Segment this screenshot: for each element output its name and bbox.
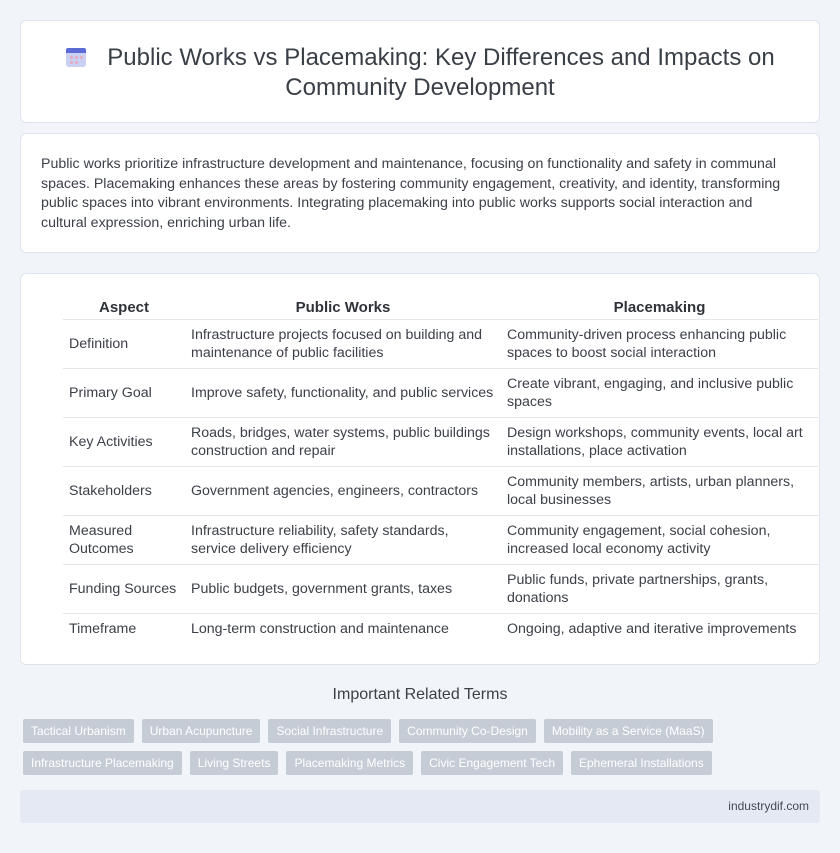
related-term-tag[interactable]: Placemaking Metrics	[286, 751, 413, 775]
table-header-row	[63, 297, 818, 319]
row-aspect: Measured Outcomes	[63, 515, 185, 564]
related-term-tag[interactable]: Community Co-Design	[399, 719, 536, 743]
row-aspect: Stakeholders	[63, 466, 185, 515]
related-term-tag[interactable]: Mobility as a Service (MaaS)	[544, 719, 713, 743]
row-placemaking: Create vibrant, engaging, and inclusive public spaces	[501, 368, 818, 417]
row-public-works: Government agencies, engineers, contractors	[185, 466, 501, 515]
row-aspect: Funding Sources	[63, 564, 185, 613]
header-aspect: Aspect	[63, 297, 185, 319]
related-terms-title: Important Related Terms	[332, 686, 508, 703]
row-public-works: Infrastructure projects focused on building and maintenance of public facilities	[185, 319, 501, 368]
row-aspect: Key Activities	[63, 417, 185, 466]
related-term-tag[interactable]: Living Streets	[190, 751, 279, 775]
row-placemaking: Ongoing, adaptive and iterative improvements	[507, 620, 797, 637]
comparison-card	[20, 273, 820, 665]
table-row	[63, 466, 818, 515]
related-term-tag[interactable]: Civic Engagement Tech	[421, 751, 563, 775]
comparison-table	[63, 297, 818, 644]
row-placemaking: Community-driven process enhancing public spaces to boost social interaction	[501, 319, 818, 368]
row-aspect: Primary Goal	[63, 368, 185, 417]
table-row	[63, 417, 818, 466]
row-placemaking: Public funds, private partnerships, grants, donations	[501, 564, 818, 613]
related-term-tag[interactable]: Social Infrastructure	[268, 719, 391, 743]
row-public-works: Improve safety, functionality, and public services	[185, 368, 501, 417]
related-term-tag[interactable]: Ephemeral Installations	[571, 751, 712, 775]
intro-paragraph: Public works prioritize infrastructure development and maintenance, focusing on functionality and safety in communal spaces. Placemaking enhances these areas by fostering community engagement, creativity, and identity, transforming public spaces into vibrant environments. Integrating placemaking into public works supports social interaction and cultural expression, enriching urban life.	[41, 156, 781, 231]
footer	[20, 790, 820, 823]
title-card	[20, 20, 820, 123]
page-title-wrap	[21, 43, 819, 103]
footer-site[interactable]: industrydif.com	[728, 799, 809, 813]
row-placemaking: Design workshops, community events, local art installations, place activation	[501, 417, 818, 466]
row-aspect: Timeframe	[69, 620, 137, 637]
header-placemaking: Placemaking	[501, 297, 818, 319]
table-row	[63, 368, 818, 417]
row-public-works: Roads, bridges, water systems, public buildings construction and repair	[185, 417, 501, 466]
related-terms-row-2	[23, 751, 823, 775]
row-public-works: Infrastructure reliability, safety standards, service delivery efficiency	[185, 515, 501, 564]
header-public-works: Public Works	[185, 297, 501, 319]
page-title: Public Works vs Placemaking: Key Differences and Impacts on Community Development	[107, 44, 775, 101]
related-terms-row-1	[23, 719, 823, 743]
related-term-tag[interactable]: Urban Acupuncture	[142, 719, 261, 743]
row-public-works: Public budgets, government grants, taxes	[185, 564, 501, 613]
related-term-tag[interactable]: Tactical Urbanism	[23, 719, 134, 743]
table-row	[63, 515, 818, 564]
table-row	[63, 613, 818, 644]
row-placemaking: Community members, artists, urban planners, local businesses	[501, 466, 818, 515]
related-term-tag[interactable]: Infrastructure Placemaking	[23, 751, 182, 775]
row-placemaking: Community engagement, social cohesion, increased local economy activity	[501, 515, 818, 564]
row-aspect: Definition	[63, 319, 185, 368]
table-row	[63, 319, 818, 368]
row-public-works: Long-term construction and maintenance	[191, 620, 449, 637]
calendar-icon	[65, 46, 87, 68]
intro-card	[20, 133, 820, 253]
table-row	[63, 564, 818, 613]
